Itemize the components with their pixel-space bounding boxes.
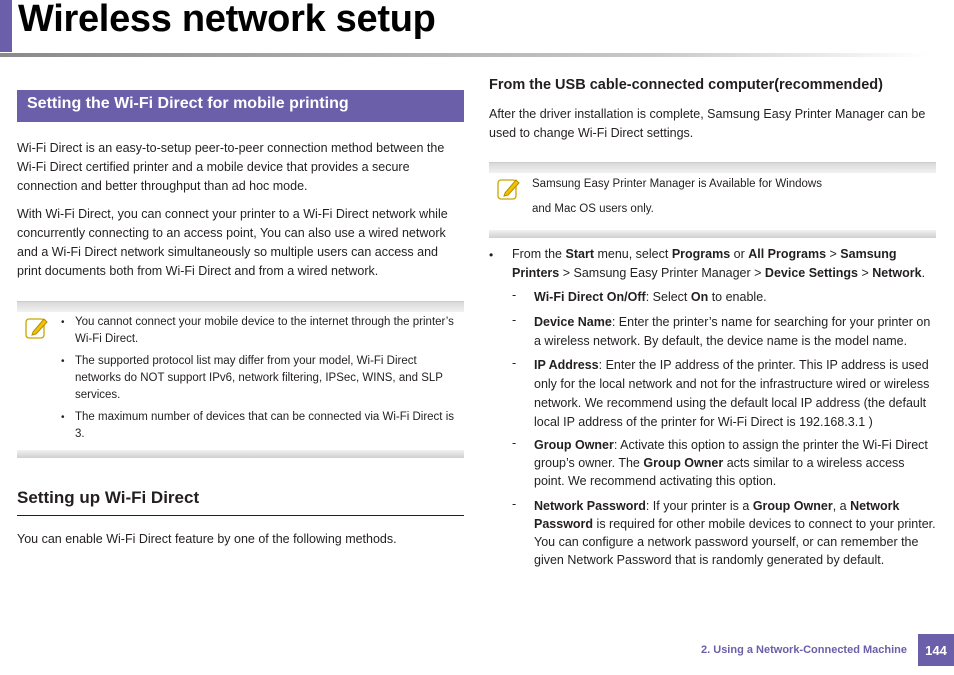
dash-marker: - [512,497,517,511]
setting-ip-address: IP Address: Enter the IP address of the printer. This IP address is used only for the local network and not for the infrastructure wired or wireless network. We recommend using the default local IP address (the default local IP address of the printer for Wi-Fi Direct is 192.168.3.1 ) [534,358,930,429]
note-box-left [17,301,464,458]
section-title: Setting the Wi-Fi Direct for mobile printing [27,95,349,112]
note-box-right [489,162,936,238]
dash-marker: - [512,356,517,370]
note-line: Samsung Easy Printer Manager is Available for Windows [532,178,822,190]
subsection-title: Setting up Wi-Fi Direct [17,488,200,507]
note-box-top-shade [17,302,464,312]
dash-marker: - [512,313,517,327]
setting-device-name: Device Name: Enter the printer’s name for searching for your printer on a wireless network. By default, the device name is the model name. [534,315,931,348]
concurrent-paragraph: With Wi-Fi Direct, you can connect your printer to a Wi-Fi Direct network while concurrently connecting to an access point, You can also use a wired network and a Wi-Fi Direct network simultaneously so multiple users can access and print documents both from Wi-Fi Direct and from a wired network. [17,207,448,278]
note-item: • The supported protocol list may differ from your model, Wi-Fi Direct networks do NOT support IPv6, network filtering, IPSec, WINS, and SLP services. [59,353,463,404]
note-line: and Mac OS users only. [532,203,654,215]
setting-group-owner: Group Owner: Activate this option to assign the printer the Wi-Fi Direct group’s owner. The Group Owner acts similar to a wireless access point. We recommend activating this option. [534,438,928,488]
note-pencil-icon [497,177,521,201]
menu-path-step: From the Start menu, select Programs or All Programs > Samsung Printers > Samsung Easy Printer Manager > Device Settings > Network. [512,247,926,280]
usb-intro: After the driver installation is complete, Samsung Easy Printer Manager can be used to change Wi-Fi Direct settings. [489,107,926,140]
intro-paragraph: Wi-Fi Direct is an easy-to-setup peer-to-peer connection method between the Wi-Fi Direct certified printer and a mobile device that provides a secure connection and better throughput than ad hoc mode. [17,141,445,193]
note-box-bottom-shade [17,450,464,458]
page-number: 144 [918,634,954,666]
bullet-marker: • [489,248,494,262]
note-pencil-icon [25,316,49,340]
dash-marker: - [512,436,517,450]
page-title: Wireless network setup [18,0,436,40]
dash-marker: - [512,288,517,302]
note-item: • The maximum number of devices that can be connected via Wi-Fi Direct is 3. [59,409,463,443]
header-accent-bar [0,0,12,52]
note-list [59,314,463,448]
footer-chapter: 2. Using a Network-Connected Machine [701,644,907,656]
title-divider [0,53,930,57]
note-item: • You cannot connect your mobile device to the internet through the printer’s Wi-Fi Direct. [59,314,463,348]
section-heading-bar [17,90,464,122]
setting-network-password: Network Password: If your printer is a Group Owner, a Network Password is required for other mobile devices to connect to your printer. You can configure a network password yourself, or can remember the given Network Password that is randomly generated by default. [534,499,936,567]
subsection-divider [17,515,464,516]
usb-heading: From the USB cable-connected computer(recommended) [489,77,883,93]
setting-wifi-direct: Wi-Fi Direct On/Off: Select On to enable. [534,290,767,304]
note-box-top-shade [489,163,936,173]
note-box-bottom-shade [489,230,936,238]
subsection-text: You can enable Wi-Fi Direct feature by one of the following methods. [17,532,397,546]
